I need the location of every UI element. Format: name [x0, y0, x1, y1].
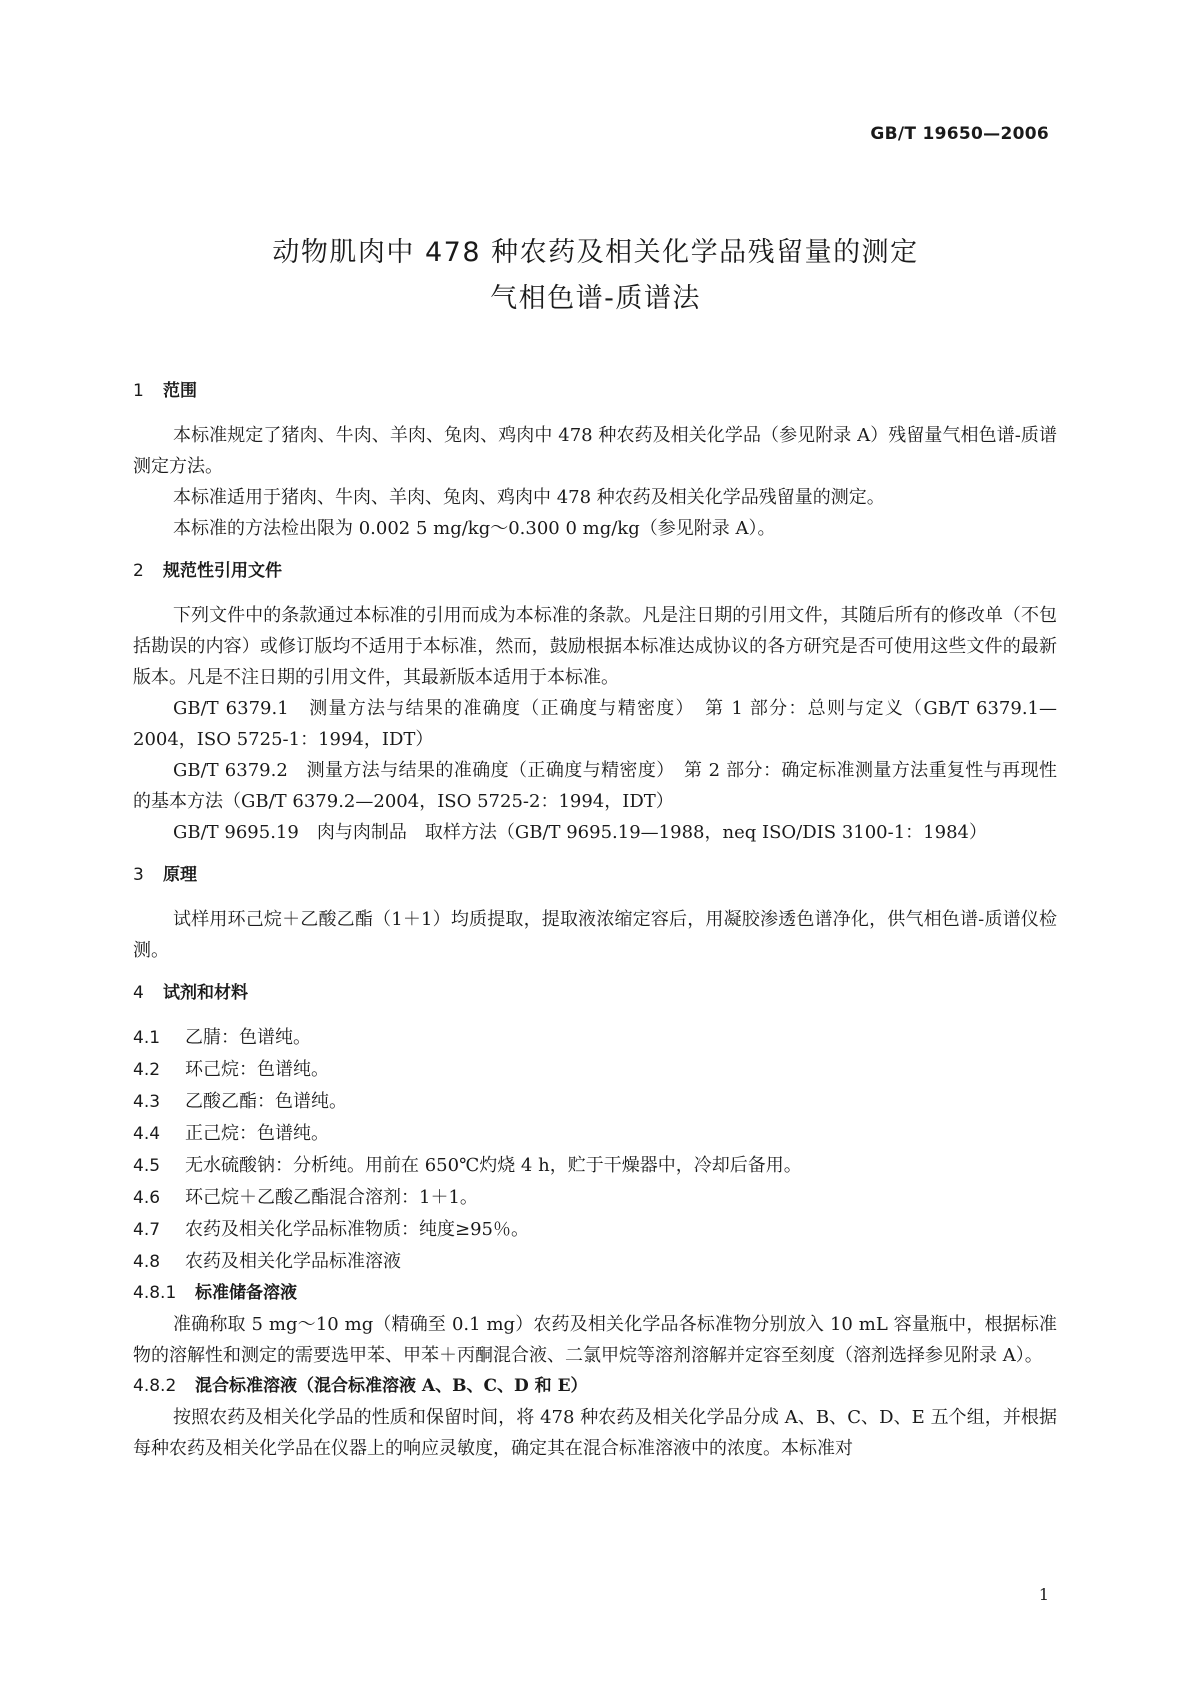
paragraph: 试样用环己烷＋乙酸乙酯（1＋1）均质提取，提取液浓缩定容后，用凝胶渗透色谱净化，供气相色谱-质谱仪检测。: [133, 909, 1057, 961]
subsection-heading: 4.8.1 标准储备溶液: [133, 1283, 297, 1303]
reference-item: GB/T 6379.2 测量方法与结果的准确度（正确度与精密度） 第 2 部分：确定标准测量方法重复性与再现性的基本方法（GB/T 6379.2—2004，ISO 5725-2：1994，IDT）: [133, 760, 1057, 812]
paragraph: 本标准适用于猪肉、牛肉、羊肉、兔肉、鸡肉中 478 种农药及相关化学品残留量的测定。: [173, 487, 885, 508]
list-item: 4.8 农药及相关化学品标准溶液: [133, 1251, 401, 1272]
list-item: 4.4 正己烷：色谱纯。: [133, 1123, 329, 1144]
paragraph: 本标准规定了猪肉、牛肉、羊肉、兔肉、鸡肉中 478 种农药及相关化学品（参见附录 A）残留量气相色谱-质谱测定方法。: [133, 425, 1057, 477]
paragraph: 下列文件中的条款通过本标准的引用而成为本标准的条款。凡是注日期的引用文件，其随后所有的修改单（不包括勘误的内容）或修订版均不适用于本标准，然而，鼓励根据本标准达成协议的各方研究是否可使用这些文件的最新版本。凡是不注日期的引用文件，其最新版本适用于本标准。: [133, 605, 1057, 688]
list-item: 4.2 环己烷：色谱纯。: [133, 1059, 329, 1080]
list-item: 4.3 乙酸乙酯：色谱纯。: [133, 1091, 347, 1112]
document-title: 动物肌肉中 478 种农药及相关化学品残留量的测定: [272, 237, 919, 268]
section-heading-principle: 3 原理: [133, 865, 197, 885]
list-item: 4.5 无水硫酸钠：分析纯。用前在 650℃灼烧 4 h，贮于干燥器中，冷却后备用。: [133, 1155, 802, 1176]
document-body: [133, 376, 1057, 1464]
reference-item: GB/T 6379.1 测量方法与结果的准确度（正确度与精密度） 第 1 部分：总则与定义（GB/T 6379.1—2004，ISO 5725-1：1994，IDT）: [133, 698, 1057, 750]
section-heading-reagents: 4 试剂和材料: [133, 983, 248, 1003]
section-heading-scope: 1 范围: [133, 381, 197, 401]
standard-number: GB/T 19650—2006: [870, 124, 1049, 144]
list-item: 4.6 环己烷＋乙酸乙酯混合溶剂：1＋1。: [133, 1187, 478, 1208]
subsection-heading: 4.8.2 混合标准溶液（混合标准溶液 A、B、C、D 和 E）: [133, 1376, 588, 1396]
paragraph: 按照农药及相关化学品的性质和保留时间，将 478 种农药及相关化学品分成 A、B、C、D、E 五个组，并根据每种农药及相关化学品在仪器上的响应灵敏度，确定其在混合标准溶液中的浓度。本标准对: [133, 1407, 1057, 1459]
page-number: 1: [1038, 1585, 1049, 1604]
list-item: 4.1 乙腈：色谱纯。: [133, 1027, 311, 1048]
paragraph: 准确称取 5 mg～10 mg（精确至 0.1 mg）农药及相关化学品各标准物分别放入 10 mL 容量瓶中，根据标准物的溶解性和测定的需要选甲苯、甲苯＋丙酮混合液、二氯甲烷等溶剂溶解并定容至刻度（溶剂选择参见附录 A）。: [133, 1314, 1057, 1366]
list-item: 4.7 农药及相关化学品标准物质：纯度≥95％。: [133, 1219, 529, 1240]
reference-item: GB/T 9695.19 肉与肉制品 取样方法（GB/T 9695.19—1988，neq ISO/DIS 3100-1：1984）: [173, 822, 987, 843]
section-heading-references: 2 规范性引用文件: [133, 561, 282, 581]
document-subtitle: 气相色谱-质谱法: [490, 283, 701, 314]
paragraph: 本标准的方法检出限为 0.002 5 mg/kg～0.300 0 mg/kg（参见附录 A）。: [173, 518, 776, 539]
